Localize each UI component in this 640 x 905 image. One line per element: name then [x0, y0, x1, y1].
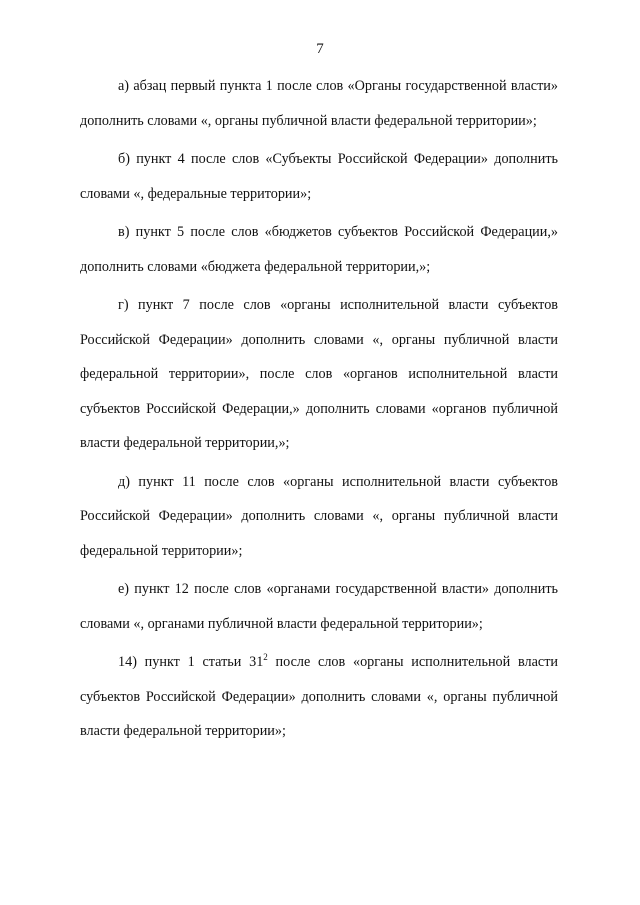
paragraph-a: а) абзац первый пункта 1 после слов «Органы государственной власти» дополнить словами «, органы публичной власти федеральной территории»;: [80, 78, 558, 129]
paragraph-e: е) пункт 12 после слов «органами государственной власти» дополнить словами «, органами публичной власти федеральной территории»;: [80, 581, 558, 632]
article-superscript: 2: [263, 652, 268, 662]
page-number: 7: [316, 41, 324, 57]
paragraph-g: г) пункт 7 после слов «органы исполнительной власти субъектов Российской Федерации» дополнить словами «, органы публичной власти федеральной территории», после слов «органов исполнительной власти субъектов Российской Федерации,» дополнить словами «органов публичной власти федеральной территории,»;: [80, 297, 558, 451]
paragraph-d: д) пункт 11 после слов «органы исполнительной власти субъектов Российской Федерации» дополнить словами «, органы публичной власти федеральной территории»;: [80, 473, 558, 559]
paragraph-14-start: 14) пункт 1 статьи 31: [118, 654, 264, 670]
paragraph-v: в) пункт 5 после слов «бюджетов субъектов Российской Федерации,» дополнить словами «бюджета федеральной территории,»;: [80, 224, 558, 275]
document-body: [80, 69, 558, 753]
paragraph-14-end: после слов «органы исполнительной власти субъектов Российской Федерации» дополнить словами «, органы публичной власти федеральной территории»;: [80, 654, 558, 739]
paragraph-b: б) пункт 4 после слов «Субъекты Российской Федерации» дополнить словами «, федеральные территории»;: [80, 151, 558, 202]
paragraph-14: [80, 645, 558, 749]
